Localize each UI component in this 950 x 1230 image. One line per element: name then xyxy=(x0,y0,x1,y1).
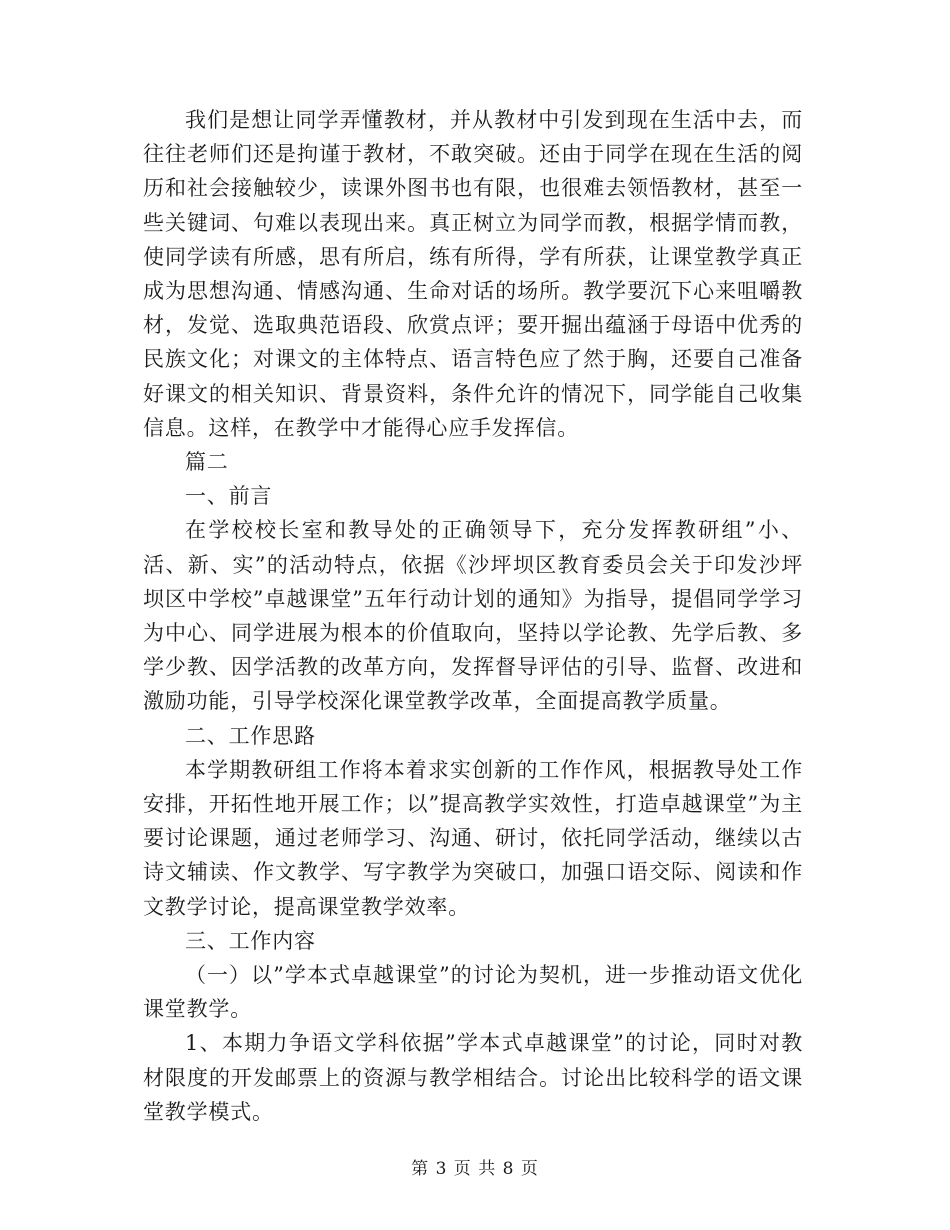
paragraph-content-item-1: （一）以”学本式卓越课堂”的讨论为契机，进一步推动语文优化课堂教学。 xyxy=(143,963,803,1022)
section-title-part-two: 篇二 xyxy=(185,450,229,475)
document-body xyxy=(143,103,803,1129)
paragraph-preface: 在学校校长室和教导处的正确领导下，充分发挥教研组”小、活、新、实”的活动特点，依据《沙坪坝区教育委员会关于印发沙坪坝区中学校”卓越课堂”五年行动计划的通知》为指导，提倡同学学习为中心、同学进展为根本的价值取向，坚持以学论教、先学后教、多学少教、因学活教的改革方向，发挥督导评估的引导、监督、改进和激励功能，引导学校深化课堂教学改革，全面提高教学质量。 xyxy=(143,518,803,714)
heading-work-content: 三、工作内容 xyxy=(185,928,316,953)
heading-preface: 一、前言 xyxy=(185,484,273,509)
heading-work-approach: 二、工作思路 xyxy=(185,723,316,748)
paragraph-content-subitem-1: 1、本期力争语文学科依据”学本式卓越课堂”的讨论，同时对教材限度的开发邮票上的资源与教学相结合。讨论出比较科学的语文课堂教学模式。 xyxy=(143,1031,803,1124)
paragraph-1: 我们是想让同学弄懂教材，并从教材中引发到现在生活中去，而往往老师们还是拘谨于教材，不敢突破。还由于同学在现在生活的阅历和社会接触较少，读课外图书也有限，也很难去领悟教材，甚至一些关键词、句难以表现出来。真正树立为同学而教，根据学情而教，使同学读有所感，思有所启，练有所得，学有所获，让课堂教学真正成为思想沟通、情感沟通、生命对话的场所。教学要沉下心来咀嚼教材，发觉、选取典范语段、欣赏点评；要开掘出蕴涵于母语中优秀的民族文化；对课文的主体特点、语言特色应了然于胸，还要自己准备好课文的相关知识、背景资料，条件允许的情况下，同学能自己收集信息。这样，在教学中才能得心应手发挥信。 xyxy=(143,108,803,440)
page-footer: 第 3 页 共 8 页 xyxy=(411,1159,539,1179)
paragraph-work-approach: 本学期教研组工作将本着求实创新的工作作风，根据教导处工作安排，开拓性地开展工作；以”提高教学实效性，打造卓越课堂”为主要讨论课题，通过老师学习、沟通、研讨，依托同学活动，继续以古诗文辅读、作文教学、写字教学为突破口，加强口语交际、阅读和作文教学讨论，提高课堂教学效率。 xyxy=(143,757,803,919)
